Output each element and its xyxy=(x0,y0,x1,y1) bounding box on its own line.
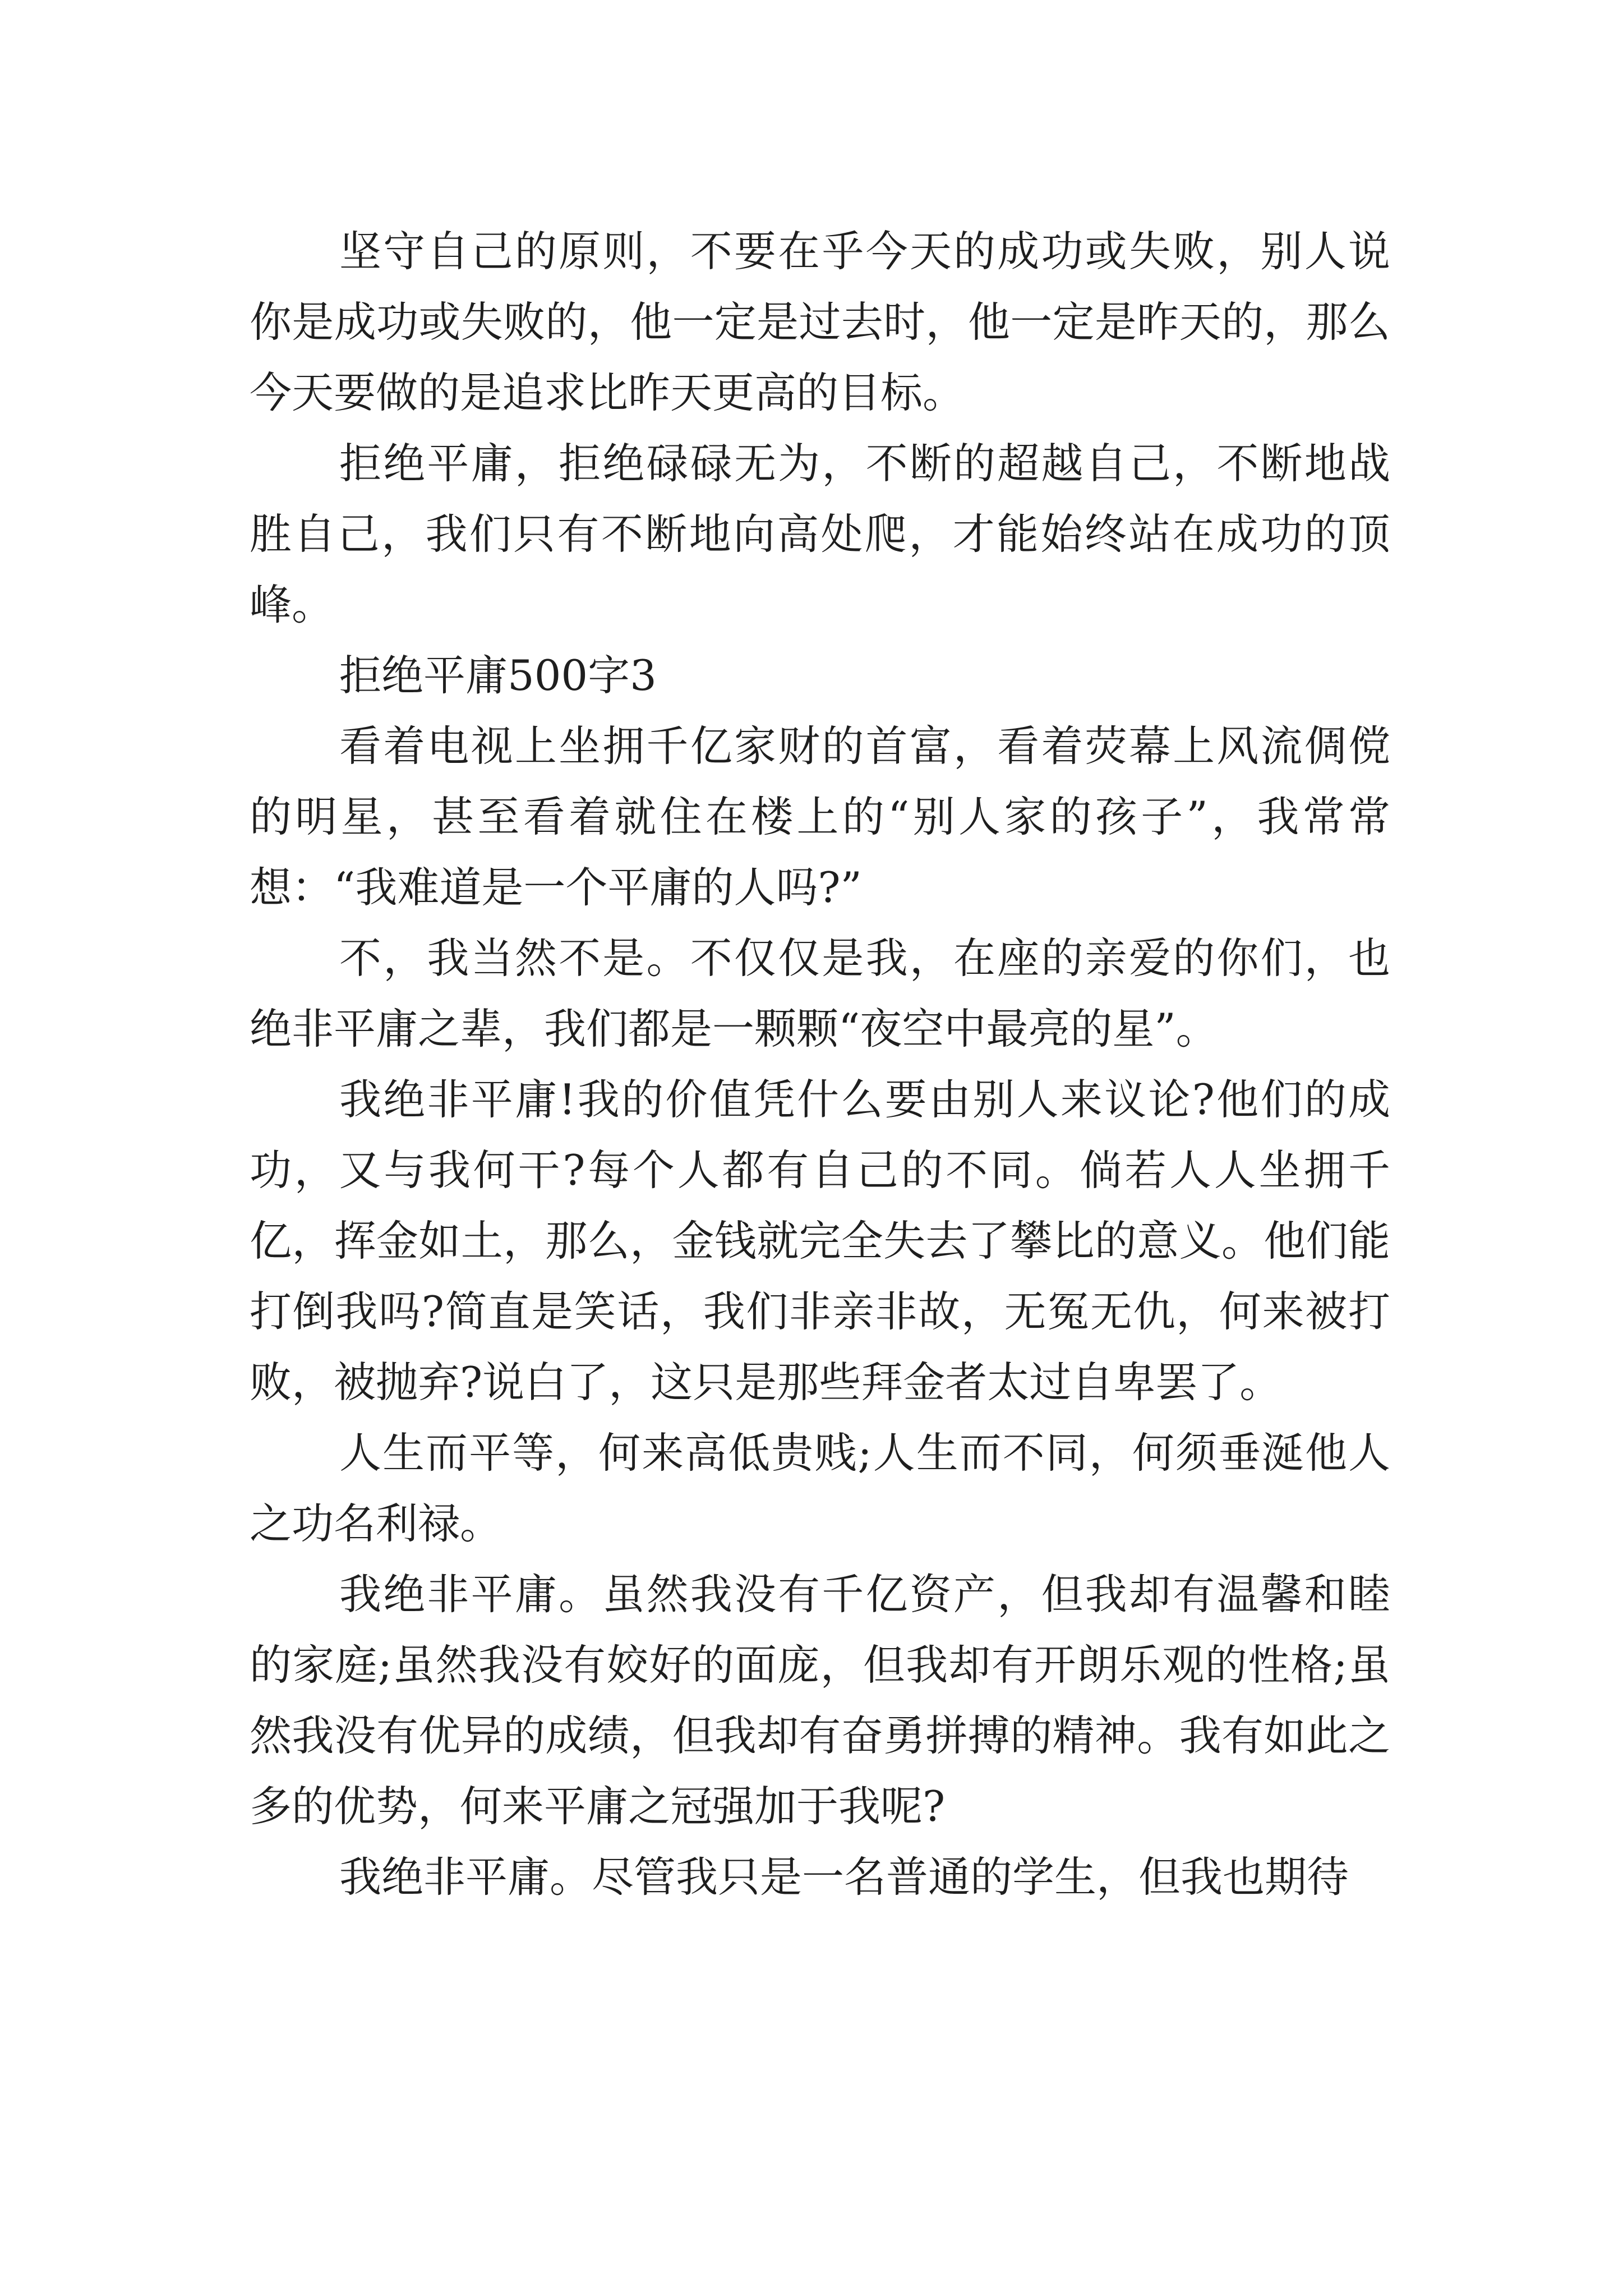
paragraph: 拒绝平庸，拒绝碌碌无为，不断的超越自己，不断地战胜自己，我们只有不断地向高处爬，才能始终站在成功的顶峰。 xyxy=(250,439,1390,629)
section-heading: 拒绝平庸500字3 xyxy=(339,651,657,700)
paragraph: 不，我当然不是。不仅仅是我，在座的亲爱的你们，也绝非平庸之辈，我们都是一颗颗“夜空中最亮的星”。 xyxy=(250,933,1390,1053)
paragraph: 坚守自己的原则，不要在乎今天的成功或失败，别人说你是成功或失败的，他一定是过去时，他一定是昨天的，那么今天要做的是追求比昨天更高的目标。 xyxy=(250,227,1390,417)
paragraph: 看着电视上坐拥千亿家财的首富，看着荧幕上风流倜傥的明星，甚至看着就住在楼上的“别人家的孩子”，我常常想：“我难道是一个平庸的人吗?” xyxy=(250,721,1390,912)
paragraph: 我绝非平庸!我的价值凭什么要由别人来议论?他们的成功，又与我何干?每个人都有自己的不同。倘若人人坐拥千亿，挥金如土，那么，金钱就完全失去了攀比的意义。他们能打倒我吗?简直是笑话，我们非亲非故，无冤无仇，何来被打败，被抛弃?说白了，这只是那些拜金者太过自卑罢了。 xyxy=(250,1075,1390,1407)
paragraph: 我绝非平庸。虽然我没有千亿资产，但我却有温馨和睦的家庭;虽然我没有姣好的面庞，但我却有开朗乐观的性格;虽然我没有优异的成绩，但我却有奋勇拼搏的精神。我有如此之多的优势，何来平庸之冠强加于我呢? xyxy=(250,1570,1390,1831)
paragraph: 人生而平等，何来高低贵贱;人生而不同，何须垂涎他人之功名利禄。 xyxy=(250,1428,1390,1548)
document-body xyxy=(250,216,1390,1912)
paragraph: 我绝非平庸。尽管我只是一名普通的学生，但我也期待 xyxy=(339,1852,1349,1902)
